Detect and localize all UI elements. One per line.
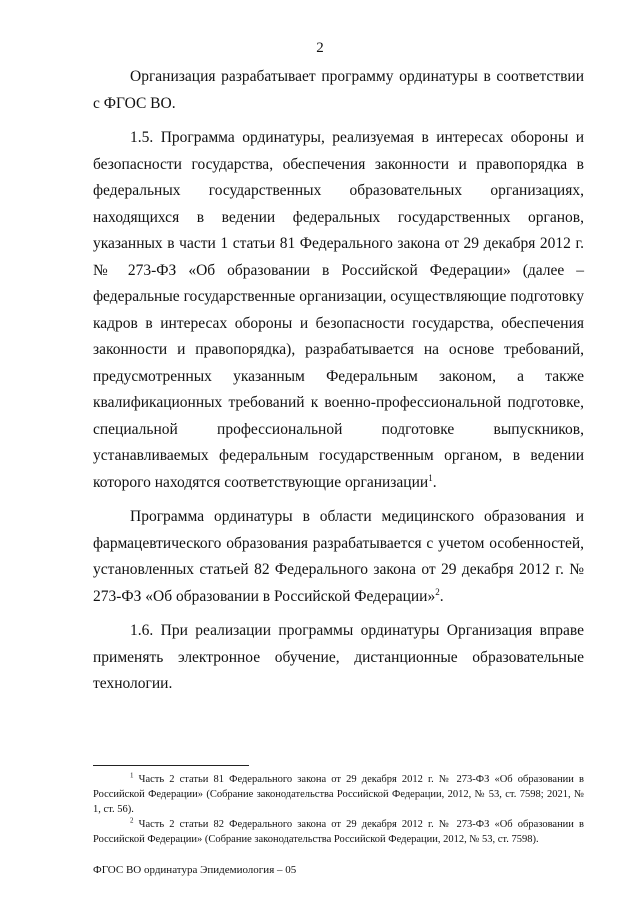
paragraph-organization: Организация разрабатывает программу ординатуры в соответствии с ФГОС ВО. [93, 68, 584, 112]
paragraph-1-5: 1.5. Программа ординатуры, реализуемая в интересах обороны и безопасности государства, обеспечения законности и правопорядка в федеральных государственных образовательных организациях, находящихся в ведении федеральных государственных органов, указанных в части 1 статьи 81 Федерального закона от 29 декабря 2012 г. № 273-ФЗ «Об образовании в Российской Федерации» (далее – федеральные государственные организации, осуществляющие подготовку кадров в интересах обороны и безопасности государства, обеспечения законности и правопорядка), разрабатывается на основе требований, предусмотренных указанным Федеральным законом, а также квалификационных требований к военно-профессиональной подготовке, специальной профессиональной подготовке выпускников, устанавливаемых федеральным государственным органом, в ведении которого находятся соответствующие организации$^1$. [93, 129, 584, 491]
document-body [93, 64, 584, 706]
footnote-mark: 1 [130, 771, 134, 780]
footnote-ref-2: 2 [435, 586, 440, 597]
page-number: 2 [316, 40, 324, 56]
footnote-divider [93, 765, 249, 766]
paragraph-1-6: 1.6. При реализации программы ординатуры Организация вправе применять электронное обучение, дистанционные образовательные технологии. [93, 622, 584, 692]
page-footer: ФГОС ВО ординатура Эпидемиология – 05 [93, 864, 297, 876]
footnote-mark: 2 [130, 816, 134, 825]
footnote-2: $^2$ Часть 2 статьи 82 Федерального закона от 29 декабря 2012 г. № 273-ФЗ «Об образовании в Российской Федерации» (Собрание законодательства Российской Федерации, 2012, № 53, ст. 7598). [93, 816, 585, 845]
footnotes [93, 772, 584, 847]
footnote-1: $^1$ Часть 2 статьи 81 Федерального закона от 29 декабря 2012 г. № 273-ФЗ «Об образовании в Российской Федерации» (Собрание законодательства Российской Федерации, 2012, № 53, ст. 7598; 2021, № 1, ст. 56). [93, 771, 585, 815]
paragraph-medical: Программа ординатуры в области медицинского образования и фармацевтического образования разрабатывается с учетом особенностей, установленных статьей 82 Федерального закона от 29 декабря 2012 г. № 273-ФЗ «Об образовании в Российской Федерации»$^2$. [93, 508, 584, 605]
footnote-ref-1: 1 [428, 472, 433, 483]
